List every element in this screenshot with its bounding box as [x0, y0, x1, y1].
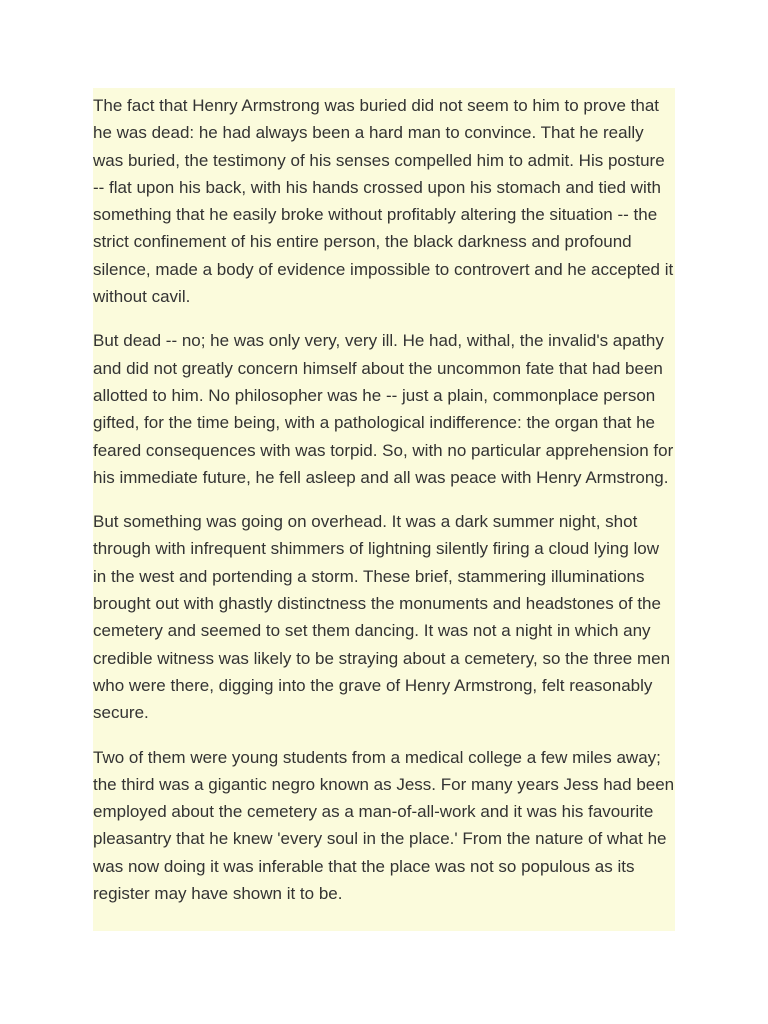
- highlighted-text-block: [93, 88, 675, 931]
- paragraph-3: But something was going on overhead. It was a dark summer night, shot through with infrequent shimmers of lightning silently firing a cloud lying low in the west and portending a storm. These brief, stammering illuminations brought out with ghastly distinctness the monuments and headstones of the cemetery and seemed to set them dancing. It was not a night in which any credible witness was likely to be straying about a cemetery, so the three men who were there, digging into the grave of Henry Armstrong, felt reasonably secure.: [93, 512, 671, 723]
- paragraph-2: But dead -- no; he was only very, very ill. He had, withal, the invalid's apathy and did not greatly concern himself about the uncommon fate that had been allotted to him. No philosopher was he -- just a plain, commonplace person gifted, for the time being, with a pathological indifference: the organ that he feared consequences with was torpid. So, with no particular apprehension for his immediate future, he fell asleep and all was peace with Henry Armstrong.: [93, 331, 674, 487]
- paragraph-4: Two of them were young students from a medical college a few miles away; the third was a gigantic negro known as Jess. For many years Jess had been employed about the cemetery as a man-of-all-work and it was his favourite pleasantry that he knew 'every soul in the place.' From the nature of what he was now doing it was inferable that the place was not so populous as its register may have shown it to be.: [93, 747, 675, 904]
- paragraph-1: The fact that Henry Armstrong was buried did not seem to him to prove that he was dead: he had always been a hard man to convince. That he really was buried, the testimony of his senses compelled him to admit. His posture -- flat upon his back, with his hands crossed upon his stomach and tied with something that he easily broke without profitably altering the situation -- the strict confinement of his entire person, the black darkness and profound silence, made a body of evidence impossible to controvert and he accepted it without cavil.: [93, 96, 674, 307]
